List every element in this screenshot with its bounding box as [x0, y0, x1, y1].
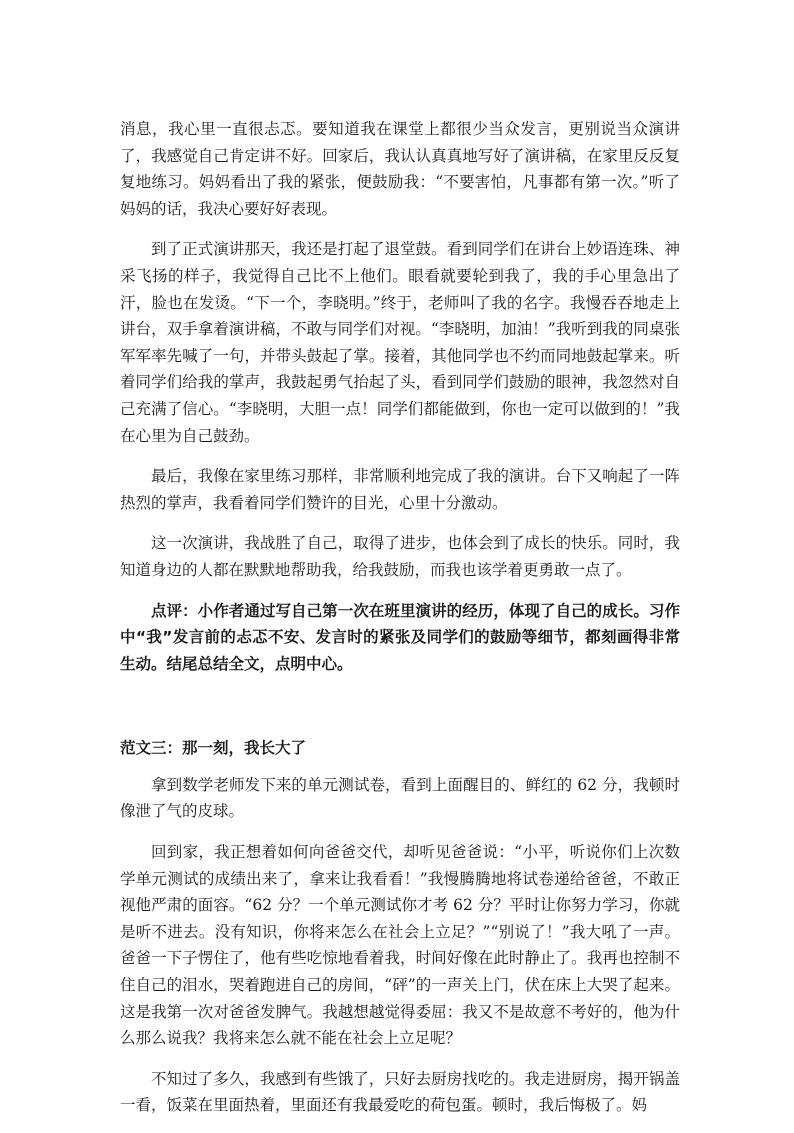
- paragraph-argument: 回到家，我正想着如何向爸爸交代，却听见爸爸说：“小平，听说你们上次数学单元测试的成绩出来了，拿来让我看看！”我慢腾腾地将试卷递给爸爸，不敢正视他严肃的面容。“62 分？一个单元测试你才考 62 分？平时让你努力学习，你就是听不进去。没有知识，你将来怎么在社会上立足？”“别说了！”我大吼了一声。爸爸一下子愣住了，他有些吃惊地看着我，时间好像在此时静止了。我再也控制不住自己的泪水，哭着跑进自己的房间，“砰”的一声关上门，伏在床上大哭了起来。这是我第一次对爸爸发脾气。我越想越觉得委屈：我又不是故意不考好的，他为什么那么说我？我将来怎么就不能在社会上立足呢？: [120, 843, 680, 1048]
- paragraph-speech-day: 到了正式演讲那天，我还是打起了退堂鼓。看到同学们在讲台上妙语连珠、神采飞扬的样子，我觉得自己比不上他们。眼看就要轮到我了，我的手心里急出了汗，脸也在发烫。“下一个，李晓明。”终于，老师叫了我的名字。我慢吞吞地走上讲台，双手拿着演讲稿，不敢与同学们对视。“李晓明，加油！”我听到我的同桌张军军率先喊了一句，并带头鼓起了掌。接着，其他同学也不约而同地鼓起掌来。听着同学们给我的掌声，我鼓起勇气抬起了头，看到同学们鼓励的眼神，我忽然对自己充满了信心。“李晓明，大胆一点！同学们都能做到，你也一定可以做到的！”我在心里为自己鼓劲。: [120, 240, 680, 445]
- paragraph-intro: 消息，我心里一直很忐忑。要知道我在课堂上都很少当众发言，更别说当众演讲了，我感觉自己肯定讲不好。回家后，我认认真真地写好了演讲稿，在家里反反复复地练习。妈妈看出了我的紧张，便鼓励我：“不要害怕，凡事都有第一次。”听了妈妈的话，我决心要好好表现。: [120, 120, 680, 218]
- section-title: 范文三：那一刻，我长大了: [120, 739, 307, 758]
- paragraph-test-score: 拿到数学老师发下来的单元测试卷，看到上面醒目的、鲜红的 62 分，我顿时像泄了气的皮球。: [120, 775, 680, 821]
- paragraph-finished-speech: 最后，我像在家里练习那样，非常顺利地完成了我的演讲。台下又响起了一阵热烈的掌声，我看着同学们赞许的目光，心里十分激动。: [120, 467, 680, 512]
- paragraph-conclusion: 这一次演讲，我战胜了自己，取得了进步，也体会到了成长的快乐。同时，我知道身边的人都在默默地帮助我，给我鼓励，而我也该学着更勇敢一点了。: [120, 534, 680, 579]
- document-page: [120, 116, 680, 1133]
- paragraph-kitchen: 不知过了多久，我感到有些饿了，只好去厨房找吃的。我走进厨房，揭开锅盖一看，饭菜在里面热着，里面还有我最爱吃的荷包蛋。顿时，我后悔极了。妈: [120, 1069, 680, 1115]
- commentary: 点评：小作者通过写自己第一次在班里演讲的经历，体现了自己的成长。习作中“我”发言前的忐忑不安、发言时的紧张及同学们的鼓励等细节，都刻画得非常生动。结尾总结全文，点明中心。: [120, 601, 680, 673]
- section-gap: [120, 677, 680, 735]
